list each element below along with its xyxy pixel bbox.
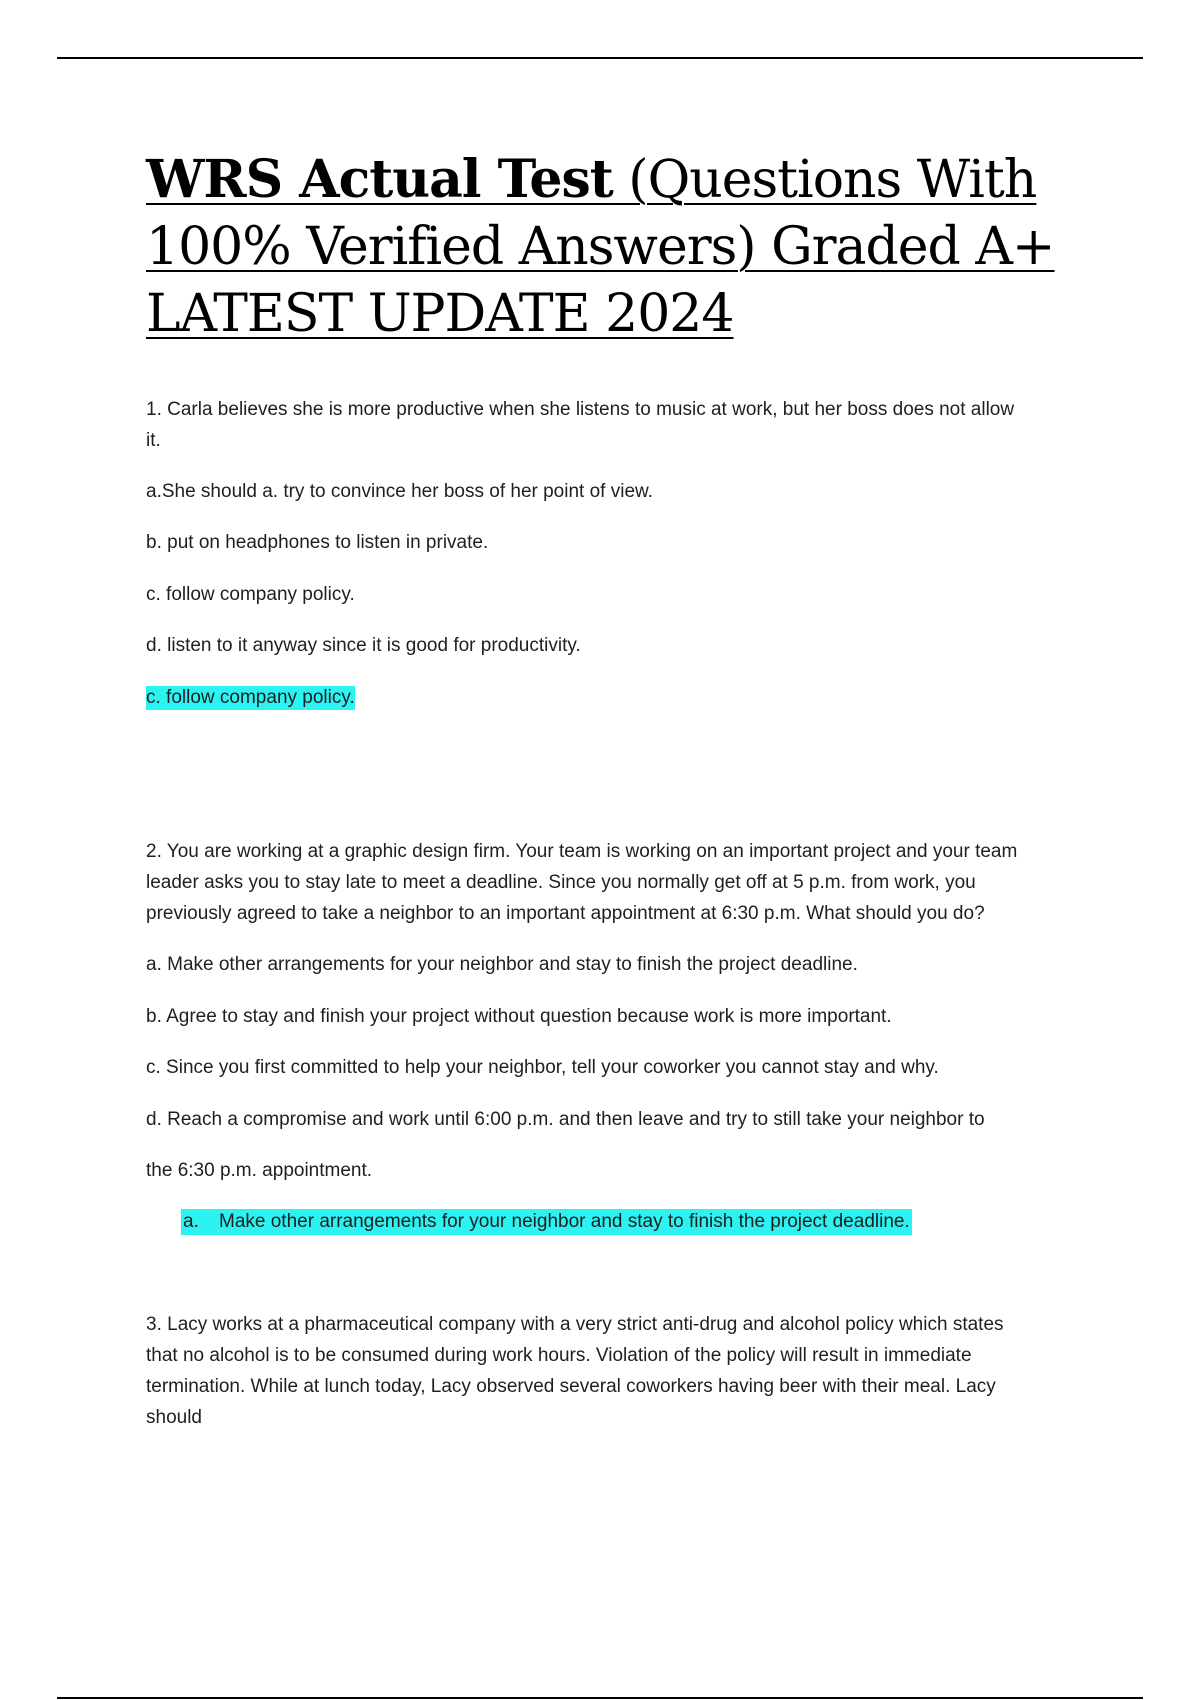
question-3-line-2: that no alcohol is to be consumed during work hours. Violation of the policy will result in immediate [146, 1345, 972, 1366]
question-1-line-2: it. [146, 430, 161, 451]
question-3-line-1: 3. Lacy works at a pharmaceutical company with a very strict anti-drug and alcohol policy which states [146, 1314, 1004, 1335]
question-3-line-4: should [146, 1407, 202, 1428]
question-1-option-a: a.She should a. try to convince her boss of her point of view. [146, 481, 653, 502]
question-2-option-d: d. Reach a compromise and work until 6:00 p.m. and then leave and try to still take your neighbor to [146, 1109, 985, 1130]
question-2-line-2: leader asks you to stay late to meet a deadline. Since you normally get off at 5 p.m. from work, you [146, 872, 976, 893]
question-2-answer-text: Make other arrangements for your neighbor and stay to finish the project deadline. [219, 1211, 910, 1232]
question-1-answer-highlight: c. follow company policy. [146, 687, 355, 708]
question-2-option-c: c. Since you first committed to help your neighbor, tell your coworker you cannot stay and why. [146, 1057, 939, 1078]
document-title [146, 146, 1106, 348]
question-2-line-3: previously agreed to take a neighbor to an important appointment at 6:30 p.m. What should you do? [146, 903, 985, 924]
top-rule [57, 57, 1143, 59]
question-2-answer [181, 1206, 912, 1237]
question-3-line-3: termination. While at lunch today, Lacy observed several coworkers having beer with their meal. Lacy [146, 1376, 996, 1397]
question-1-line-1: 1. Carla believes she is more productive when she listens to music at work, but her boss does not allow [146, 399, 1015, 420]
question-1-option-b: b. put on headphones to listen in private. [146, 532, 489, 553]
question-1-option-c: c. follow company policy. [146, 584, 355, 605]
question-1-answer [146, 682, 355, 713]
question-2-answer-marker: a. [183, 1211, 199, 1232]
question-2-option-a: a. Make other arrangements for your neighbor and stay to finish the project deadline. [146, 954, 858, 975]
title-bold: WRS Actual Test [146, 149, 613, 210]
question-2-answer-highlight [181, 1209, 912, 1235]
bottom-rule [57, 1697, 1143, 1699]
question-2-option-b: b. Agree to stay and finish your project without question because work is more important. [146, 1006, 892, 1027]
question-1-option-d: d. listen to it anyway since it is good for productivity. [146, 635, 581, 656]
question-2-option-d-cont: the 6:30 p.m. appointment. [146, 1160, 373, 1181]
question-2-line-1: 2. You are working at a graphic design firm. Your team is working on an important project and your team [146, 841, 1018, 862]
title-rest: (Questions With 100% Verified Answers) Graded A+ LATEST UPDATE 2024 [146, 150, 1055, 344]
